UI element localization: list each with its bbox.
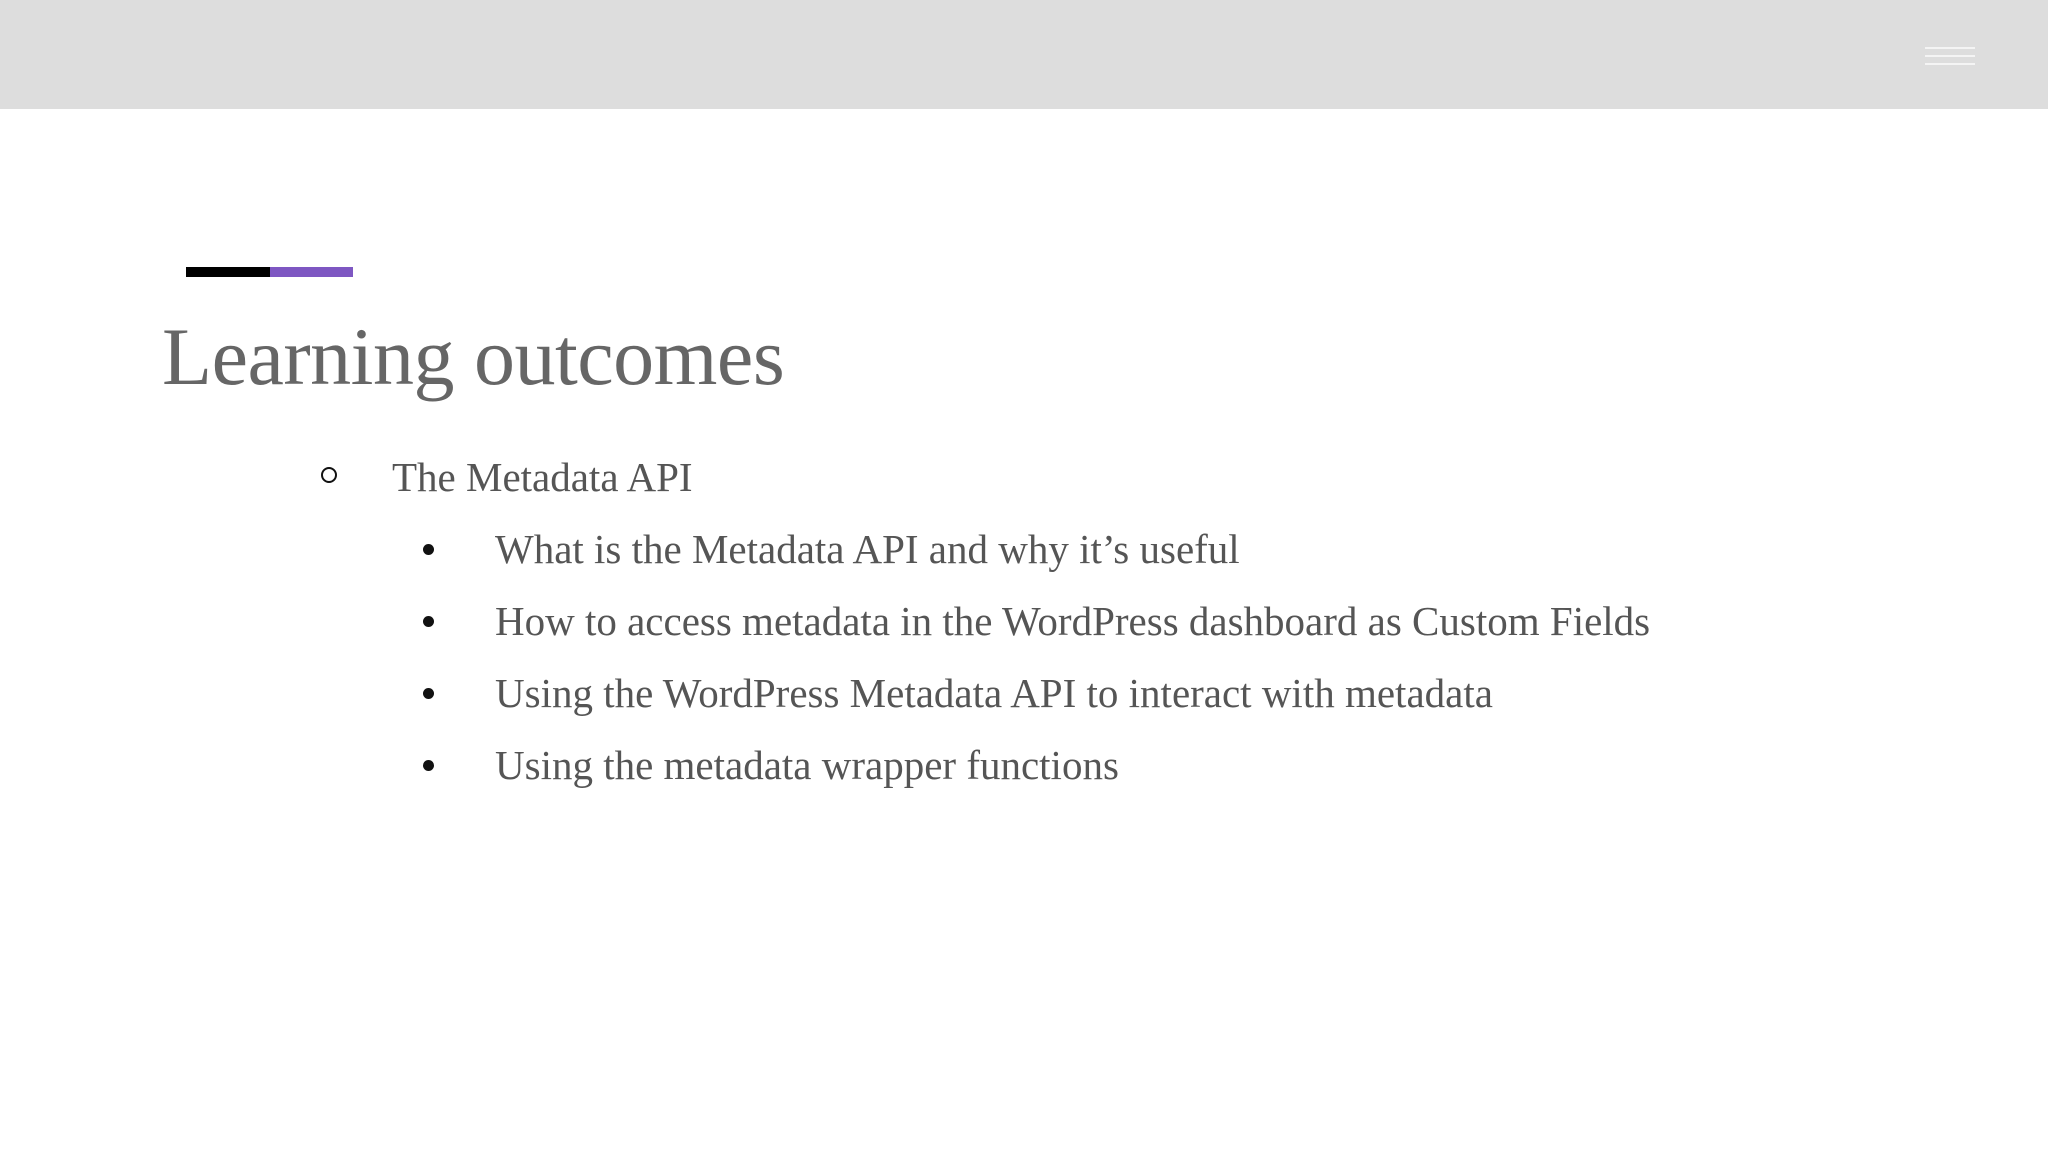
bullet-dot-icon	[423, 688, 434, 699]
header-band	[0, 0, 2048, 109]
bullet-dot-icon	[423, 544, 434, 555]
title-accent-dark-bar	[186, 267, 270, 277]
list-item-text: What is the Metadata API and why it’s useful	[495, 526, 1240, 572]
bullet-dot-icon	[423, 616, 434, 627]
hamburger-menu-icon[interactable]	[1925, 47, 1975, 65]
hollow-circle-bullet-icon	[321, 467, 337, 483]
title-accent-purple-bar	[270, 267, 353, 277]
bullet-dot-icon	[423, 760, 434, 771]
list-item-text: Using the metadata wrapper functions	[495, 742, 1119, 788]
outline-section-label: The Metadata API	[392, 454, 693, 500]
list-item-text: How to access metadata in the WordPress dashboard as Custom Fields	[495, 598, 1651, 644]
list-item-text: Using the WordPress Metadata API to interact with metadata	[495, 670, 1493, 716]
slide-title: Learning outcomes	[162, 311, 785, 402]
